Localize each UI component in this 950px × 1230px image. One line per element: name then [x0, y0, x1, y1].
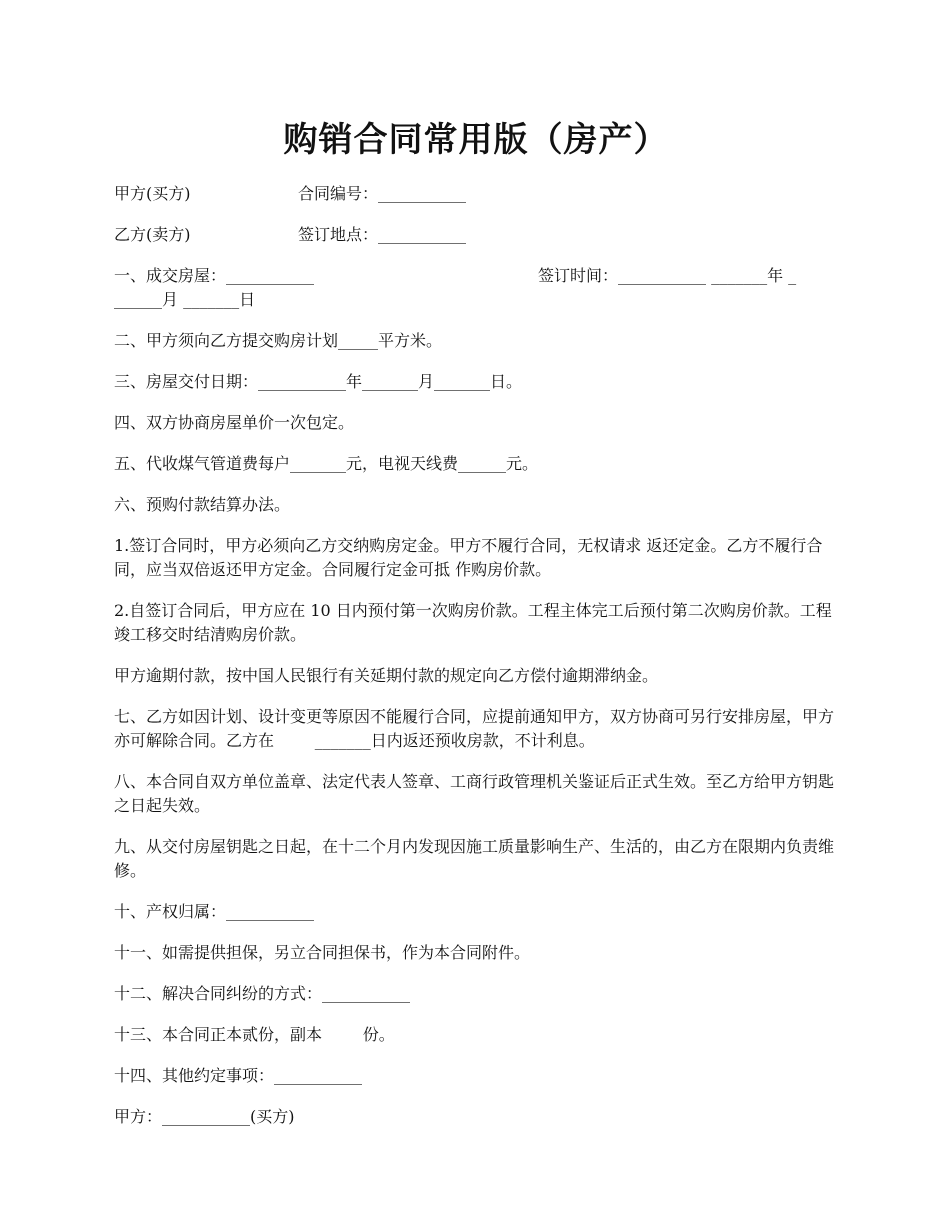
header-row-party-a — [114, 182, 838, 206]
header-row-party-b — [114, 223, 838, 247]
clause-7: 七、乙方如因计划、设计变更等原因不能履行合同，应提前通知甲方，双方协商可另行安排房屋，甲方亦可解除合同。乙方在 _______日内返还预收房款，不计利息。 — [114, 707, 835, 750]
signature-party-a: 甲方：___________(买方) — [114, 1107, 295, 1126]
clause-14: 十四、其他约定事项：___________ — [114, 1066, 363, 1085]
clause-10: 十、产权归属：___________ — [114, 902, 315, 921]
clause-6-3: 甲方逾期付款，按中国人民银行有关延期付款的规定向乙方偿付逾期滞纳金。 — [114, 666, 659, 685]
clause-6-1: 1.签订合同时，甲方必须向乙方交纳购房定金。甲方不履行合同，无权请求 返还定金。乙方不履行合同，应当双倍返还甲方定金。合同履行定金可抵 作购房价款。 — [114, 536, 823, 579]
clause-1-date-cont: ______月 _______日 — [114, 290, 256, 309]
clause-1 — [114, 264, 838, 312]
clause-11: 十一、如需提供担保，另立合同担保书，作为本合同附件。 — [114, 943, 531, 962]
party-b-label: 乙方(卖方) — [114, 225, 191, 244]
clause-6-2: 2.自签订合同后，甲方应在 10 日内预付第一次购房价款。工程主体完工后预付第二次购房价款。工程竣工移交时结清购房价款。 — [114, 601, 832, 644]
contract-number-field: 合同编号：___________ — [298, 184, 467, 203]
sign-place-field: 签订地点：___________ — [298, 225, 467, 244]
party-a-label: 甲方(买方) — [114, 184, 191, 203]
document-title: 购销合同常用版（房产） — [283, 120, 669, 160]
clause-3: 三、房屋交付日期：___________年_______月_______日。 — [114, 372, 523, 391]
clause-2: 二、甲方须向乙方提交购房计划_____平方米。 — [114, 331, 443, 350]
clause-13: 十三、本合同正本贰份，副本 份。 — [114, 1025, 395, 1044]
clause-12: 十二、解决合同纠纷的方式：___________ — [114, 984, 411, 1003]
clause-8: 八、本合同自双方单位盖章、法定代表人签章、工商行政管理机关鉴证后正式生效。至乙方给甲方钥匙之日起失效。 — [114, 772, 835, 815]
clause-1-house: 一、成交房屋：___________ — [114, 266, 315, 285]
clause-9: 九、从交付房屋钥匙之日起，在十二个月内发现因施工质量影响生产、生活的，由乙方在限期内负责维修。 — [114, 837, 835, 880]
clause-5: 五、代收煤气管道费每户_______元，电视天线费______元。 — [114, 454, 539, 473]
clause-6: 六、预购付款结算办法。 — [114, 495, 291, 514]
clause-1-sign-time: 签订时间：___________ _______年 _ — [538, 266, 797, 285]
clause-4: 四、双方协商房屋单价一次包定。 — [114, 413, 355, 432]
